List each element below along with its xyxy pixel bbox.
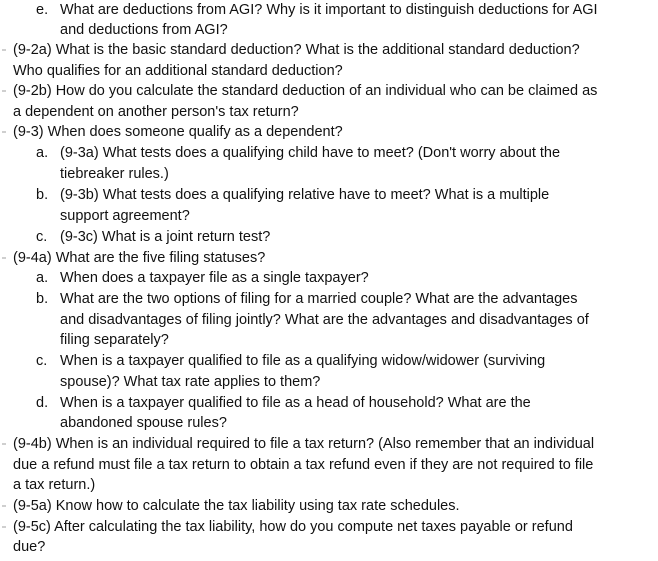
list-item-line: spouse)? What tax rate applies to them?: [60, 374, 321, 390]
list-item-line: What are deductions from AGI? Why is it important to distinguish deductions for AGI: [60, 2, 598, 18]
list-item-line: What are the two options of filing for a married couple? What are the advantages: [60, 291, 578, 307]
list-marker: b.: [36, 291, 49, 307]
list-marker: a.: [36, 270, 49, 286]
list-item-line: (9-4a) What are the five filing statuses?: [13, 250, 266, 266]
list-item-line: (9-3) When does someone qualify as a dependent?: [13, 124, 343, 140]
list-item-line: support agreement?: [60, 208, 190, 224]
list-item-line: abandoned spouse rules?: [60, 415, 227, 431]
bullet-mark: [2, 443, 6, 445]
list-item-line: (9-3a) What tests does a qualifying child have to meet? (Don't worry about the: [60, 145, 561, 161]
list-item-line: When does a taxpayer file as a single taxpayer?: [60, 270, 369, 286]
list-item-line: When is a taxpayer qualified to file as a head of household? What are the: [60, 395, 531, 411]
list-item-line: Who qualifies for an additional standard deduction?: [13, 63, 343, 79]
list-item-line: (9-3c) What is a joint return test?: [60, 229, 271, 245]
list-item-line: (9-2a) What is the basic standard deduction? What is the additional standard deduction?: [13, 42, 580, 58]
list-item-line: (9-5a) Know how to calculate the tax liability using tax rate schedules.: [13, 498, 460, 514]
bullet-mark: [2, 49, 6, 51]
list-marker: a.: [36, 145, 49, 161]
list-marker: c.: [36, 229, 48, 245]
list-item-line: (9-4b) When is an individual required to file a tax return? (Also remember that an individual: [13, 436, 595, 452]
list-marker: b.: [36, 187, 49, 203]
list-marker: c.: [36, 353, 48, 369]
list-item-line: (9-5c) After calculating the tax liability, how do you compute net taxes payable or refund: [13, 519, 573, 535]
bullet-mark: [2, 526, 6, 528]
bullet-mark: [2, 257, 6, 259]
list-item-line: due?: [13, 539, 46, 555]
list-item-line: and disadvantages of filing jointly? What are the advantages and disadvantages of: [60, 312, 589, 328]
list-marker: e.: [36, 2, 49, 18]
list-item-line: (9-3b) What tests does a qualifying relative have to meet? What is a multiple: [60, 187, 550, 203]
bullet-mark: [2, 131, 6, 133]
list-item-line: a dependent on another person's tax return?: [13, 104, 299, 120]
list-item-line: (9-2b) How do you calculate the standard deduction of an individual who can be claimed as: [13, 83, 598, 99]
list-item-line: When is a taxpayer qualified to file as a qualifying widow/widower (surviving: [60, 353, 546, 369]
list-item-line: filing separately?: [60, 332, 169, 348]
bullet-mark: [2, 505, 6, 507]
list-item-line: and deductions from AGI?: [60, 22, 228, 38]
list-item-line: due a refund must file a tax return to obtain a tax refund even if they are not required to file: [13, 457, 594, 473]
bullet-mark: [2, 90, 6, 92]
list-marker: d.: [36, 395, 49, 411]
list-item-line: tiebreaker rules.): [60, 166, 169, 182]
list-item-line: a tax return.): [13, 477, 96, 493]
